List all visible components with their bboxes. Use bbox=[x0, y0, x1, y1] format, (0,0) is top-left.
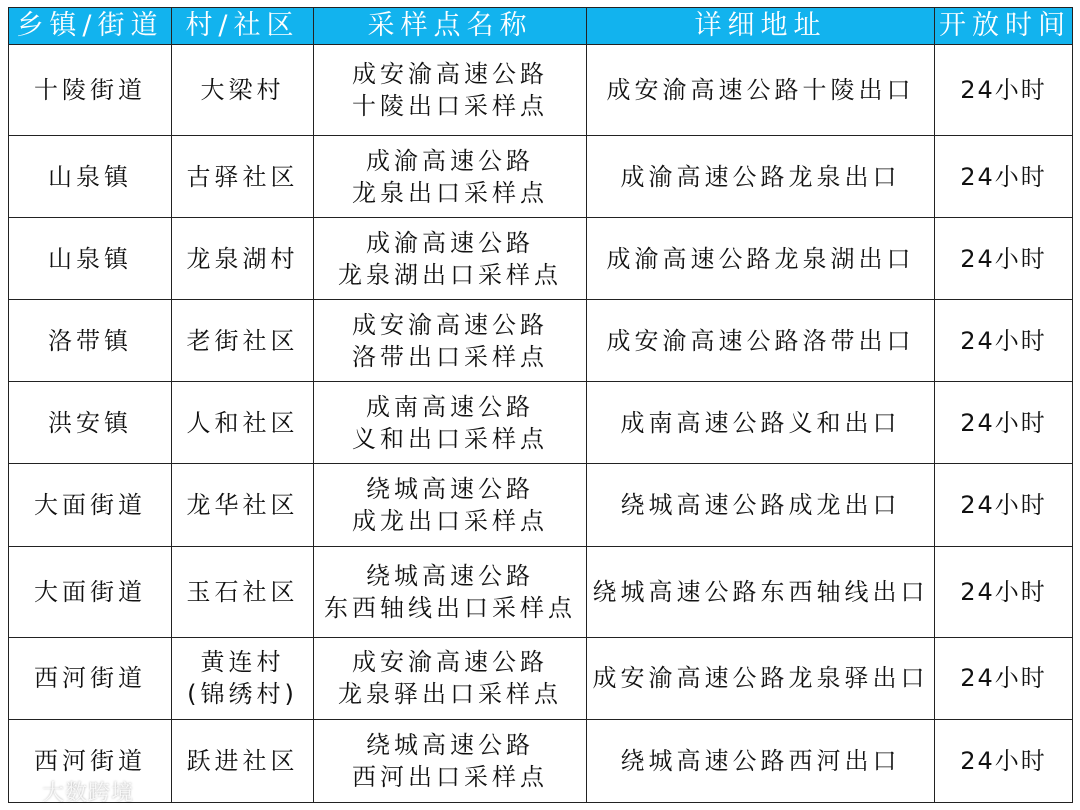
village-line: 人和社区 bbox=[186, 408, 299, 437]
hours-cell: 24小时 bbox=[935, 300, 1073, 382]
address-cell: 绕城高速公路东西轴线出口 bbox=[587, 546, 935, 637]
town-cell: 洪安镇 bbox=[9, 382, 172, 464]
site-cell bbox=[314, 300, 587, 382]
site-cell bbox=[314, 637, 587, 719]
hours-cell: 24小时 bbox=[935, 45, 1073, 136]
village-cell bbox=[172, 45, 314, 136]
site-line-2: 东西轴线出口采样点 bbox=[324, 593, 576, 622]
village-line: 跃进社区 bbox=[186, 746, 299, 775]
site-line-1: 绕城高速公路 bbox=[366, 730, 534, 759]
header-address: 详细地址 bbox=[587, 8, 935, 45]
hours-cell: 24小时 bbox=[935, 464, 1073, 546]
table-row bbox=[9, 464, 1073, 546]
site-cell bbox=[314, 382, 587, 464]
address-cell: 绕城高速公路西河出口 bbox=[587, 719, 935, 802]
village-cell bbox=[172, 637, 314, 719]
site-line-1: 绕城高速公路 bbox=[366, 475, 534, 504]
address-cell: 成安渝高速公路洛带出口 bbox=[587, 300, 935, 382]
site-line-2: 义和出口采样点 bbox=[352, 424, 548, 453]
village-cell bbox=[172, 382, 314, 464]
table-row bbox=[9, 546, 1073, 637]
site-cell bbox=[314, 719, 587, 802]
table-row bbox=[9, 300, 1073, 382]
header-site-name: 采样点名称 bbox=[314, 8, 587, 45]
hours-cell: 24小时 bbox=[935, 136, 1073, 218]
header-row bbox=[9, 8, 1073, 45]
site-line-2: 成龙出口采样点 bbox=[352, 507, 548, 536]
town-cell: 大面街道 bbox=[9, 464, 172, 546]
table-row bbox=[9, 218, 1073, 300]
table-row bbox=[9, 719, 1073, 802]
watermark bbox=[14, 776, 134, 807]
site-cell bbox=[314, 45, 587, 136]
hours-cell: 24小时 bbox=[935, 546, 1073, 637]
sampling-sites-table bbox=[8, 7, 1073, 803]
village-line: 老街社区 bbox=[186, 326, 299, 355]
site-line-1: 成渝高速公路 bbox=[366, 146, 534, 175]
weibo-icon bbox=[14, 780, 38, 804]
site-cell bbox=[314, 218, 587, 300]
site-line-2: 龙泉驿出口采样点 bbox=[338, 680, 562, 709]
town-cell: 山泉镇 bbox=[9, 136, 172, 218]
site-cell bbox=[314, 464, 587, 546]
town-cell: 西河街道 bbox=[9, 719, 172, 802]
village-line-2: (锦绣村) bbox=[187, 680, 298, 709]
table-row bbox=[9, 382, 1073, 464]
site-line-1: 成安渝高速公路 bbox=[352, 310, 548, 339]
village-line: 龙华社区 bbox=[186, 491, 299, 520]
village-line: 玉石社区 bbox=[186, 577, 299, 606]
site-line-1: 成渝高速公路 bbox=[366, 228, 534, 257]
address-cell: 成渝高速公路龙泉湖出口 bbox=[587, 218, 935, 300]
site-line-1: 成安渝高速公路 bbox=[352, 648, 548, 677]
village-line: 龙泉湖村 bbox=[186, 244, 299, 273]
site-line-2: 龙泉湖出口采样点 bbox=[338, 260, 562, 289]
site-line-2: 十陵出口采样点 bbox=[352, 92, 548, 121]
site-line-1: 绕城高速公路 bbox=[366, 561, 534, 590]
village-line: 古驿社区 bbox=[186, 162, 299, 191]
header-hours: 开放时间 bbox=[935, 8, 1073, 45]
town-cell: 洛带镇 bbox=[9, 300, 172, 382]
header-town: 乡镇/街道 bbox=[9, 8, 172, 45]
town-cell: 大面街道 bbox=[9, 546, 172, 637]
address-cell: 绕城高速公路成龙出口 bbox=[587, 464, 935, 546]
address-cell: 成南高速公路义和出口 bbox=[587, 382, 935, 464]
sampling-sites-table-container bbox=[8, 7, 1072, 803]
village-line-1: 黄连村 bbox=[200, 648, 285, 677]
village-cell bbox=[172, 546, 314, 637]
hours-cell: 24小时 bbox=[935, 382, 1073, 464]
site-line-1: 成安渝高速公路 bbox=[352, 60, 548, 89]
site-cell bbox=[314, 136, 587, 218]
hours-cell: 24小时 bbox=[935, 637, 1073, 719]
site-cell bbox=[314, 546, 587, 637]
site-line-2: 西河出口采样点 bbox=[352, 762, 548, 791]
address-cell: 成安渝高速公路龙泉驿出口 bbox=[587, 637, 935, 719]
village-cell bbox=[172, 719, 314, 802]
village-cell bbox=[172, 218, 314, 300]
village-cell bbox=[172, 464, 314, 546]
hours-cell: 24小时 bbox=[935, 218, 1073, 300]
town-cell: 山泉镇 bbox=[9, 218, 172, 300]
village-cell bbox=[172, 136, 314, 218]
site-line-1: 成南高速公路 bbox=[366, 392, 534, 421]
village-cell bbox=[172, 300, 314, 382]
header-village: 村/社区 bbox=[172, 8, 314, 45]
site-line-2: 龙泉出口采样点 bbox=[352, 178, 548, 207]
village-line: 大梁村 bbox=[200, 76, 285, 105]
table-row bbox=[9, 136, 1073, 218]
address-cell: 成安渝高速公路十陵出口 bbox=[587, 45, 935, 136]
hours-cell: 24小时 bbox=[935, 719, 1073, 802]
table-row bbox=[9, 637, 1073, 719]
table-row bbox=[9, 45, 1073, 136]
site-line-2: 洛带出口采样点 bbox=[352, 342, 548, 371]
town-cell: 十陵街道 bbox=[9, 45, 172, 136]
address-cell: 成渝高速公路龙泉出口 bbox=[587, 136, 935, 218]
town-cell: 西河街道 bbox=[9, 637, 172, 719]
watermark-text: 大数跨境 bbox=[42, 781, 135, 806]
